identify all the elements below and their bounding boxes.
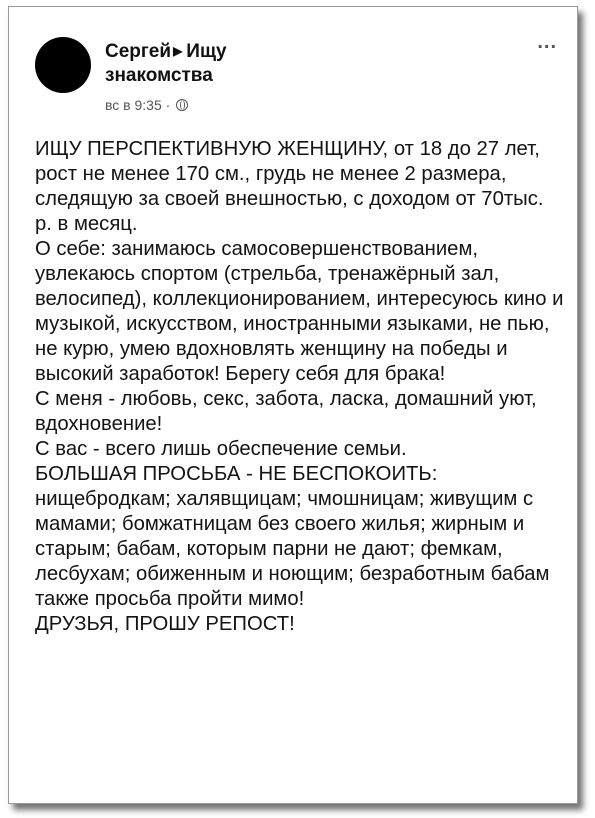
globe-icon [176, 99, 188, 111]
meta-separator: · [165, 97, 171, 113]
author-name[interactable]: Сергей [105, 41, 172, 62]
group-name-line1[interactable]: Ищу [186, 41, 227, 62]
post-paragraph: ДРУЗЬЯ, ПРОШУ РЕПОСТ! [35, 613, 295, 635]
post-paragraph: БОЛЬШАЯ ПРОСЬБА - НЕ БЕСПОКОИТЬ: нищебродкам; халявщицам; чмошницам; живущим с мамами; бомжатницам без своего жилья; жирным и старым; бабам, которым парни не дают; фемкам, лесбухам; обиженным и ноющим; безработным бабам также просьба пройти мимо! [35, 463, 550, 610]
post-paragraph: О себе: занимаюсь самосовершенствованием, увлекаюсь спортом (стрельба, тренажёрный зал, велосипед), коллекционированием, интересуюсь кино и музыкой, искусством, иностранными языками, не пью, не курю, умею вдохновлять женщину на победы и высокий заработок! Берегу себя для брака! [35, 238, 564, 385]
post-card [8, 6, 578, 804]
post-meta [105, 96, 405, 114]
arrow-right-icon: ▶ [173, 44, 183, 58]
author-line [105, 39, 405, 64]
post-paragraph: ИЩУ ПЕРСПЕКТИВНУЮ ЖЕНЩИНУ, от 18 до 27 лет, рост не менее 170 см., грудь не менее 2 размера, следящую за своей внешностью, с доходом от 70тыс. р. в месяц. [35, 138, 544, 235]
post-paragraph: С вас - всего лишь обеспечение семьи. [35, 438, 407, 460]
more-options-button[interactable]: ... [537, 31, 557, 53]
group-name-line2[interactable]: знакомства [105, 65, 213, 86]
post-timestamp[interactable]: вс в 9:35 [105, 97, 162, 113]
avatar[interactable] [35, 37, 91, 93]
post-header [105, 39, 405, 114]
post-paragraph: С меня - любовь, секс, забота, ласка, домашний уют, вдохновение! [35, 388, 537, 435]
post-text [35, 137, 565, 637]
